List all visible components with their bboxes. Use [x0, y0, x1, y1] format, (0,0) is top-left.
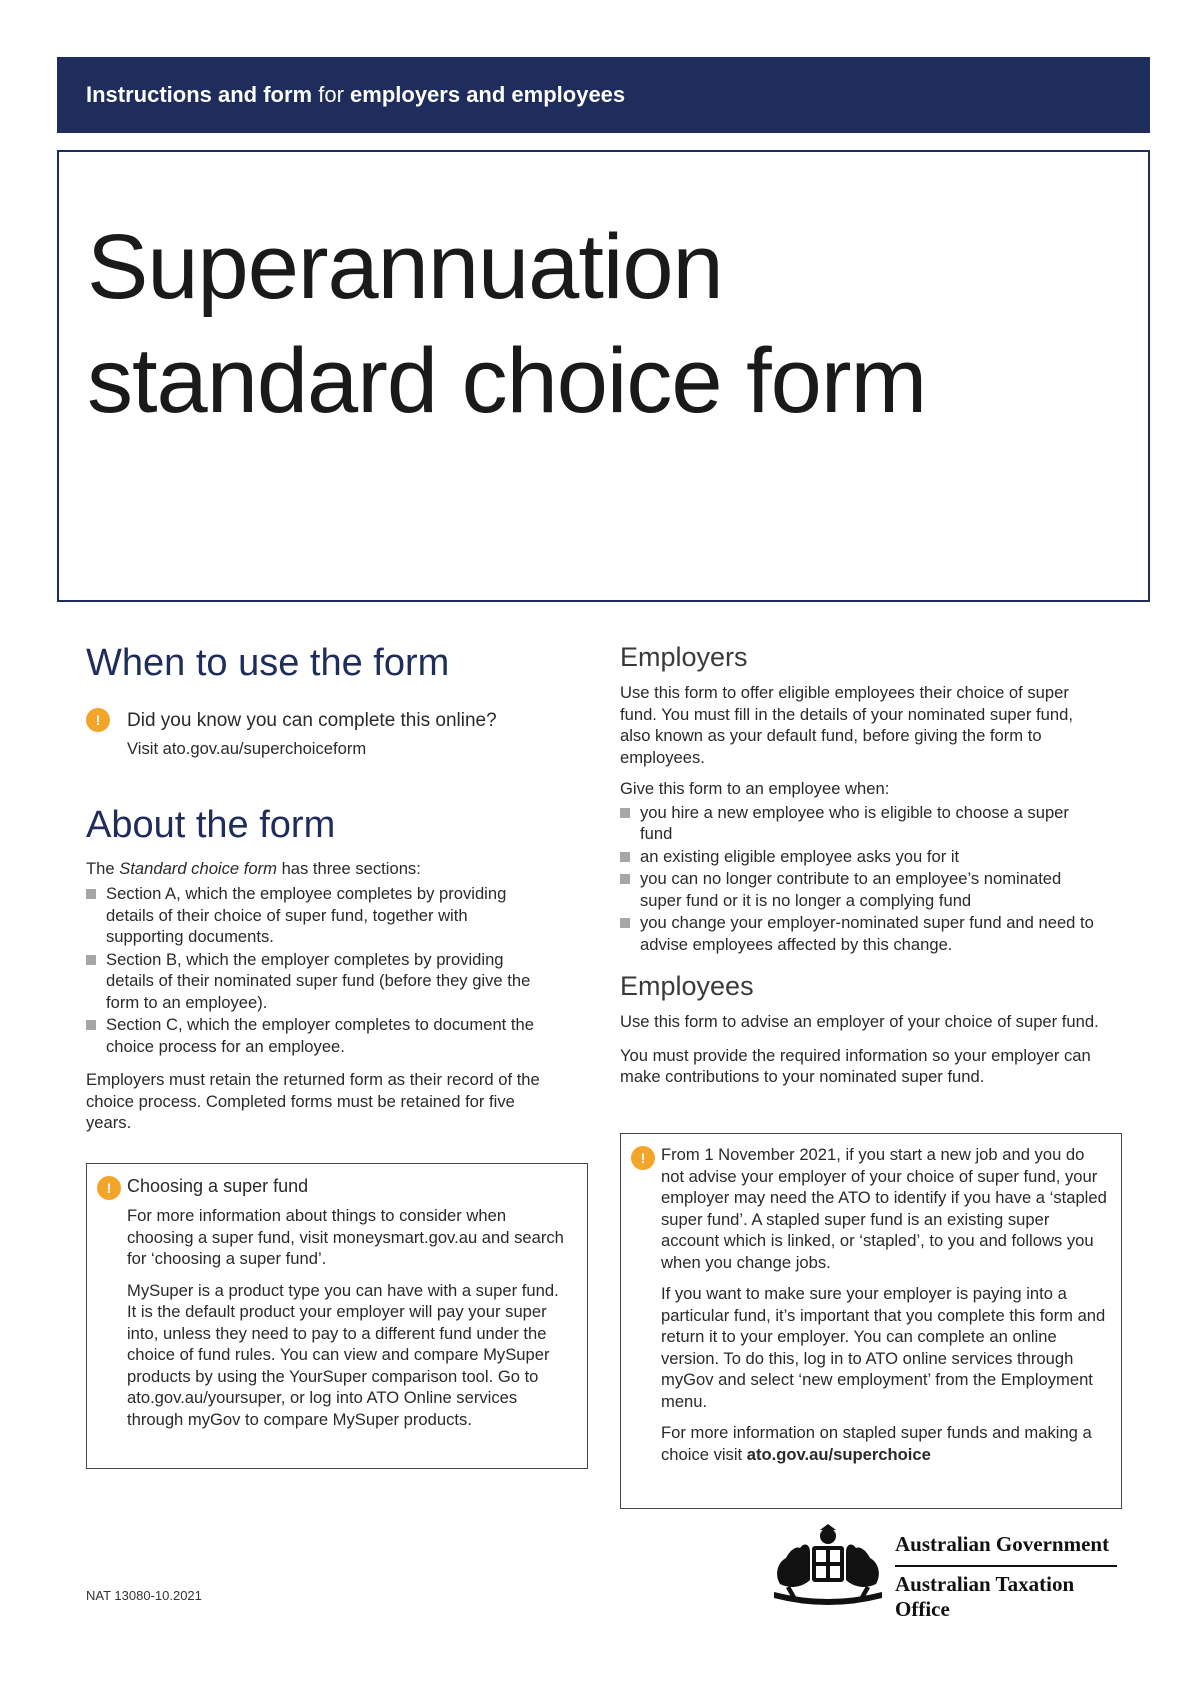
coat-of-arms-icon [770, 1524, 886, 1610]
employers-para: Use this form to offer eligible employees their choice of super fund. You must fill in the details of your nominated super fund, also known as your default fund, before giving the form to employees. [620, 683, 1073, 767]
stapled-para-3-text: For more information on stapled super funds and making a choice visit [661, 1423, 1092, 1464]
superchoice-link[interactable]: ato.gov.au/superchoice [746, 1444, 931, 1464]
about-intro-post: has three sections: [276, 858, 421, 878]
list-item-text: you hire a new employee who is eligible to choose a super fund [640, 802, 1069, 843]
list-item-text: Section C, which the employer completes to document the choice process for an employee. [106, 1015, 534, 1056]
page-title [87, 210, 926, 438]
list-item [620, 846, 1100, 868]
left-column [86, 640, 546, 1134]
employers-heading: Employers [620, 642, 748, 672]
banner-text-2: for [312, 82, 351, 107]
title-box [57, 150, 1150, 602]
square-bullet-icon [86, 955, 96, 965]
title-line-2: standard choice form [87, 330, 927, 432]
list-item-text: Section B, which the employer completes by providing details of their nominated super fund (before they give the form to an employee). [106, 949, 531, 1012]
when-heading: When to use the form [86, 642, 450, 684]
choosing-para-2: MySuper is a product type you can have with a super fund. It is the default product your employer will pay your super into, unless they need to pay to a different fund under the choice of fund rules. You can view and compare MySuper products by using the YourSuper comparison tool. Go to ato.gov.au/yoursuper, or log into ATO Online services through myGov to compare MySuper products. [127, 1280, 559, 1429]
government-logo [770, 1524, 1120, 1621]
square-bullet-icon [620, 852, 630, 862]
form-code: NAT 13080-10.2021 [86, 1588, 202, 1603]
square-bullet-icon [620, 874, 630, 884]
stapled-para-2: If you want to make sure your employer is paying into a particular fund, it’s important that you complete this form and return it to your employer. You can complete an online version. To do this, log in to ATO online services through myGov and select ‘new employment’ from the Employment menu. [661, 1284, 1106, 1411]
choosing-fund-box [86, 1163, 588, 1469]
square-bullet-icon [86, 889, 96, 899]
sections-list [86, 883, 546, 1057]
stapled-para-3 [661, 1422, 1109, 1465]
banner-text-3: employers and employees [350, 82, 626, 107]
tip-link[interactable]: Visit ato.gov.au/superchoiceform [127, 739, 367, 758]
ato-name: Australian Taxation Office [895, 1572, 1075, 1621]
choosing-heading: Choosing a super fund [127, 1176, 309, 1196]
list-item [86, 949, 546, 1014]
list-item [620, 912, 1100, 955]
online-tip [86, 708, 546, 760]
about-intro-pre: The [86, 858, 120, 878]
choosing-para-1: For more information about things to consider when choosing a super fund, visit moneysmart.gov.au and search for ‘choosing a super fund’. [127, 1206, 564, 1268]
about-heading: About the form [86, 803, 336, 846]
square-bullet-icon [620, 808, 630, 818]
exclamation-circle-icon: ! [97, 1176, 121, 1200]
about-intro [86, 858, 546, 880]
stapled-fund-box [620, 1133, 1122, 1509]
list-item-text: you can no longer contribute to an employee’s nominated super fund or it is no longer a complying fund [640, 869, 1062, 910]
list-item [620, 802, 1100, 845]
title-line-1: Superannuation [87, 216, 723, 318]
list-item [86, 883, 546, 948]
employer-list [620, 802, 1100, 956]
stapled-para-1: From 1 November 2021, if you start a new job and you do not advise your employer of your choice of super fund, your employer may need the ATO to identify if you have a ‘stapled super fund’. A stapled super fund is an existing super account which is linked, or ‘stapled’, to you and follows you when you change jobs. [661, 1145, 1107, 1272]
exclamation-circle-icon: ! [86, 708, 110, 732]
header-banner [57, 57, 1150, 133]
list-item-text: an existing eligible employee asks you for it [640, 846, 960, 866]
tip-question: Did you know you can complete this online? [127, 710, 497, 731]
list-item-text: Section A, which the employee completes by providing details of their choice of super fund, together with supporting documents. [106, 884, 507, 946]
square-bullet-icon [86, 1020, 96, 1030]
exclamation-circle-icon: ! [631, 1146, 655, 1170]
about-intro-italic: Standard choice form [119, 858, 277, 878]
employees-heading: Employees [620, 971, 754, 1001]
employees-para-1: Use this form to advise an employer of your choice of super fund. [620, 1012, 1099, 1031]
square-bullet-icon [620, 918, 630, 928]
banner-text-1: Instructions and form [86, 82, 313, 107]
gov-name: Australian Government [895, 1532, 1110, 1556]
give-when: Give this form to an employee when: [620, 779, 890, 798]
list-item-text: you change your employer-nominated super fund and need to advise employees affected by this change. [640, 913, 1094, 954]
right-column [620, 640, 1100, 1088]
logo-divider [895, 1565, 1117, 1567]
retain-text: Employers must retain the returned form as their record of the choice process. Completed forms must be retained for five years. [86, 1070, 540, 1132]
employees-para-2: You must provide the required information so your employer can make contributions to your nominated super fund. [620, 1045, 1091, 1086]
list-item [620, 868, 1100, 911]
list-item [86, 1014, 546, 1057]
